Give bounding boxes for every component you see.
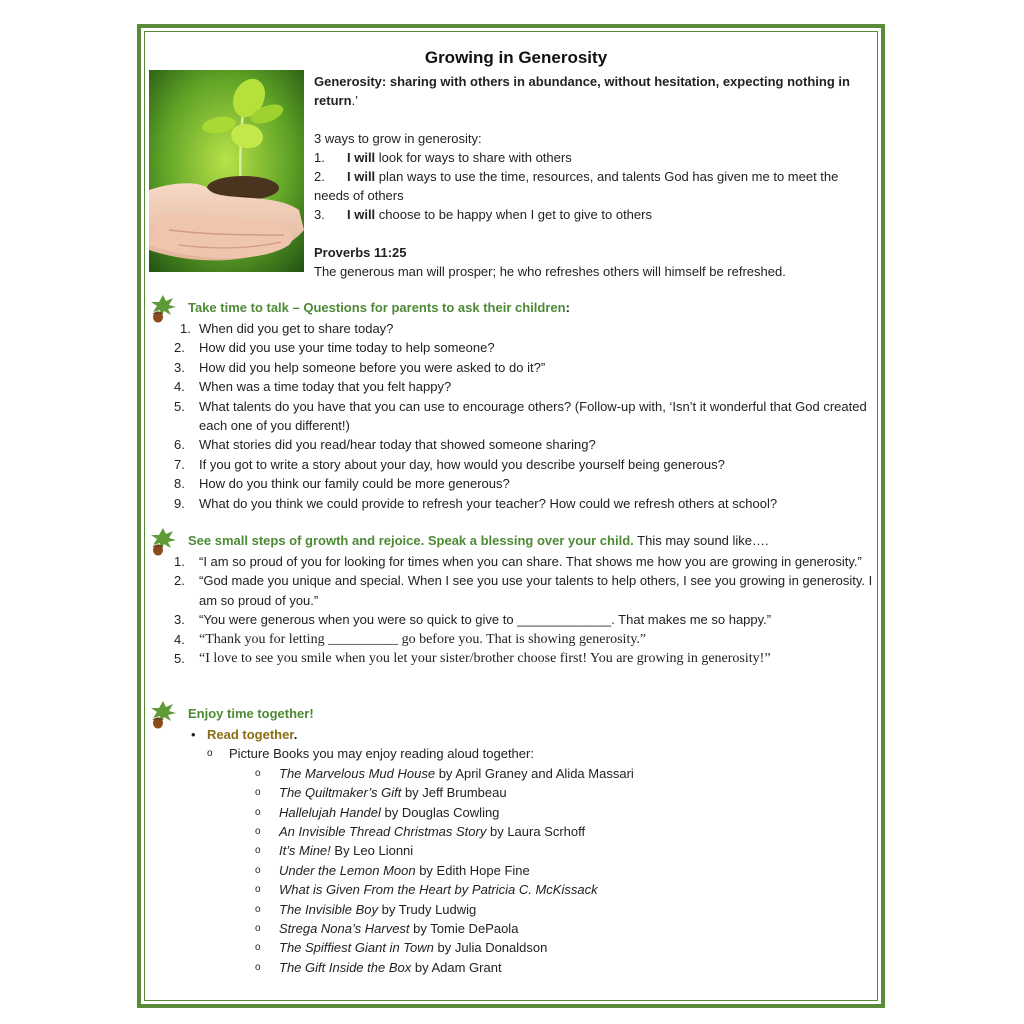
list-item: 9. What do you think we could provide to refresh your teacher? How could we refresh others at school? (174, 495, 778, 511)
blessing-section (147, 532, 875, 668)
together-heading (147, 705, 875, 725)
reading-list (191, 725, 875, 764)
list-item: 4. When was a time today that you felt happy? (174, 379, 452, 395)
book-item: o The Gift Inside the Box by Adam Grant (255, 959, 502, 975)
book-item: o Under the Lemon Moon by Edith Hope Fine (255, 862, 530, 878)
book-item: o It’s Mine! By Leo Lionni (255, 843, 414, 859)
blessing-list (147, 552, 875, 668)
ways-item: 2. I will plan ways to use the time, resources, and talents God has given me to meet the needs of others (314, 169, 839, 203)
book-item: o Strega Nona’s Harvest by Tomie DePaola (255, 921, 519, 937)
list-item: 1. “I am so proud of you for looking for times when you can share. That shows me how you are growing in generosity.” (174, 554, 862, 569)
together-section (147, 705, 875, 977)
talk-heading-text: Take time to talk – Questions for parents to ask their children (188, 300, 566, 315)
ways-item: 1. I will look for ways to share with others (314, 150, 572, 165)
picture-books-label: o Picture Books you may enjoy reading aloud together: (207, 746, 534, 762)
acorn-leaf-icon (149, 526, 177, 556)
book-item: o An Invisible Thread Christmas Story by Laura Scrhoff (255, 824, 586, 840)
proverb-reference: Proverbs 11:25 (314, 245, 407, 260)
blessing-heading-text: See small steps of growth and rejoice. Speak a blessing over your child. (188, 533, 634, 548)
talk-heading: Take time to talk – Questions for parents to ask their children: (147, 299, 875, 319)
book-item: o Hallelujah Handel by Douglas Cowling (255, 804, 500, 820)
list-item: 8. How do you think our family could be more generous? (174, 476, 510, 492)
ways-heading: 3 ways to grow in generosity: (314, 131, 482, 146)
list-item: 3. “You were generous when you were so quick to give to _____________. That makes me so happy.” (174, 612, 772, 628)
acorn-leaf-icon (149, 293, 177, 323)
list-item: 1. When did you get to share today? (180, 321, 394, 336)
list-item: 7. If you got to write a story about your day, how would you describe yourself being generous? (174, 456, 725, 472)
seedling-hands-photo (149, 70, 304, 272)
acorn-leaf-icon (149, 699, 177, 729)
book-item: o The Marvelous Mud House by April Graney and Alida Massari (255, 765, 634, 781)
list-item: 3. How did you help someone before you were asked to do it?” (174, 359, 546, 375)
talk-questions-list (147, 319, 875, 513)
talk-section (147, 299, 875, 513)
proverb-text: The generous man will prosper; he who refreshes others will himself be refreshed. (314, 264, 786, 279)
book-item: o What is Given From the Heart by Patricia C. McKissack (255, 882, 598, 898)
ways-item: 3. I will choose to be happy when I get to give to others (314, 207, 652, 222)
list-item: 5. What talents do you have that you can use to encourage others? (Follow-up with, ‘Isn’t it wonderful that God created each one of you different!) (174, 398, 867, 434)
intro-block (314, 72, 874, 281)
page-title: Growing in Generosity (424, 48, 608, 67)
list-item: 2. “God made you unique and special. When I see you use your talents to help others, I see you growing in generosity. I am so proud of you.” (174, 573, 873, 608)
definition-text: Generosity: sharing with others in abundance, without hesitation, expecting nothing in return (314, 74, 850, 108)
together-heading-text: Enjoy time together! (188, 706, 314, 721)
book-item: o The Spiffiest Giant in Town by Julia Donaldson (255, 940, 548, 956)
definition-tail: .’ (351, 93, 359, 108)
document-page (137, 24, 885, 1008)
book-item: o The Quiltmaker’s Gift by Jeff Brumbeau (255, 785, 507, 801)
read-together-bullet: • Read together. (191, 727, 298, 742)
list-item: 5. “I love to see you smile when you let your sister/brother choose first! You are growing in generosity!” (174, 651, 771, 667)
list-item: 4. “Thank you for letting __________ go before you. That is showing generosity.” (174, 631, 647, 647)
blessing-heading: See small steps of growth and rejoice. Speak a blessing over your child. This may sound like…. (147, 532, 875, 552)
book-item: o The Invisible Boy by Trudy Ludwig (255, 901, 477, 917)
definition (314, 72, 874, 110)
list-item: 2. How did you use your time today to help someone? (174, 340, 495, 356)
list-item: 6. What stories did you read/hear today that showed someone sharing? (174, 437, 596, 453)
book-list (191, 764, 875, 977)
